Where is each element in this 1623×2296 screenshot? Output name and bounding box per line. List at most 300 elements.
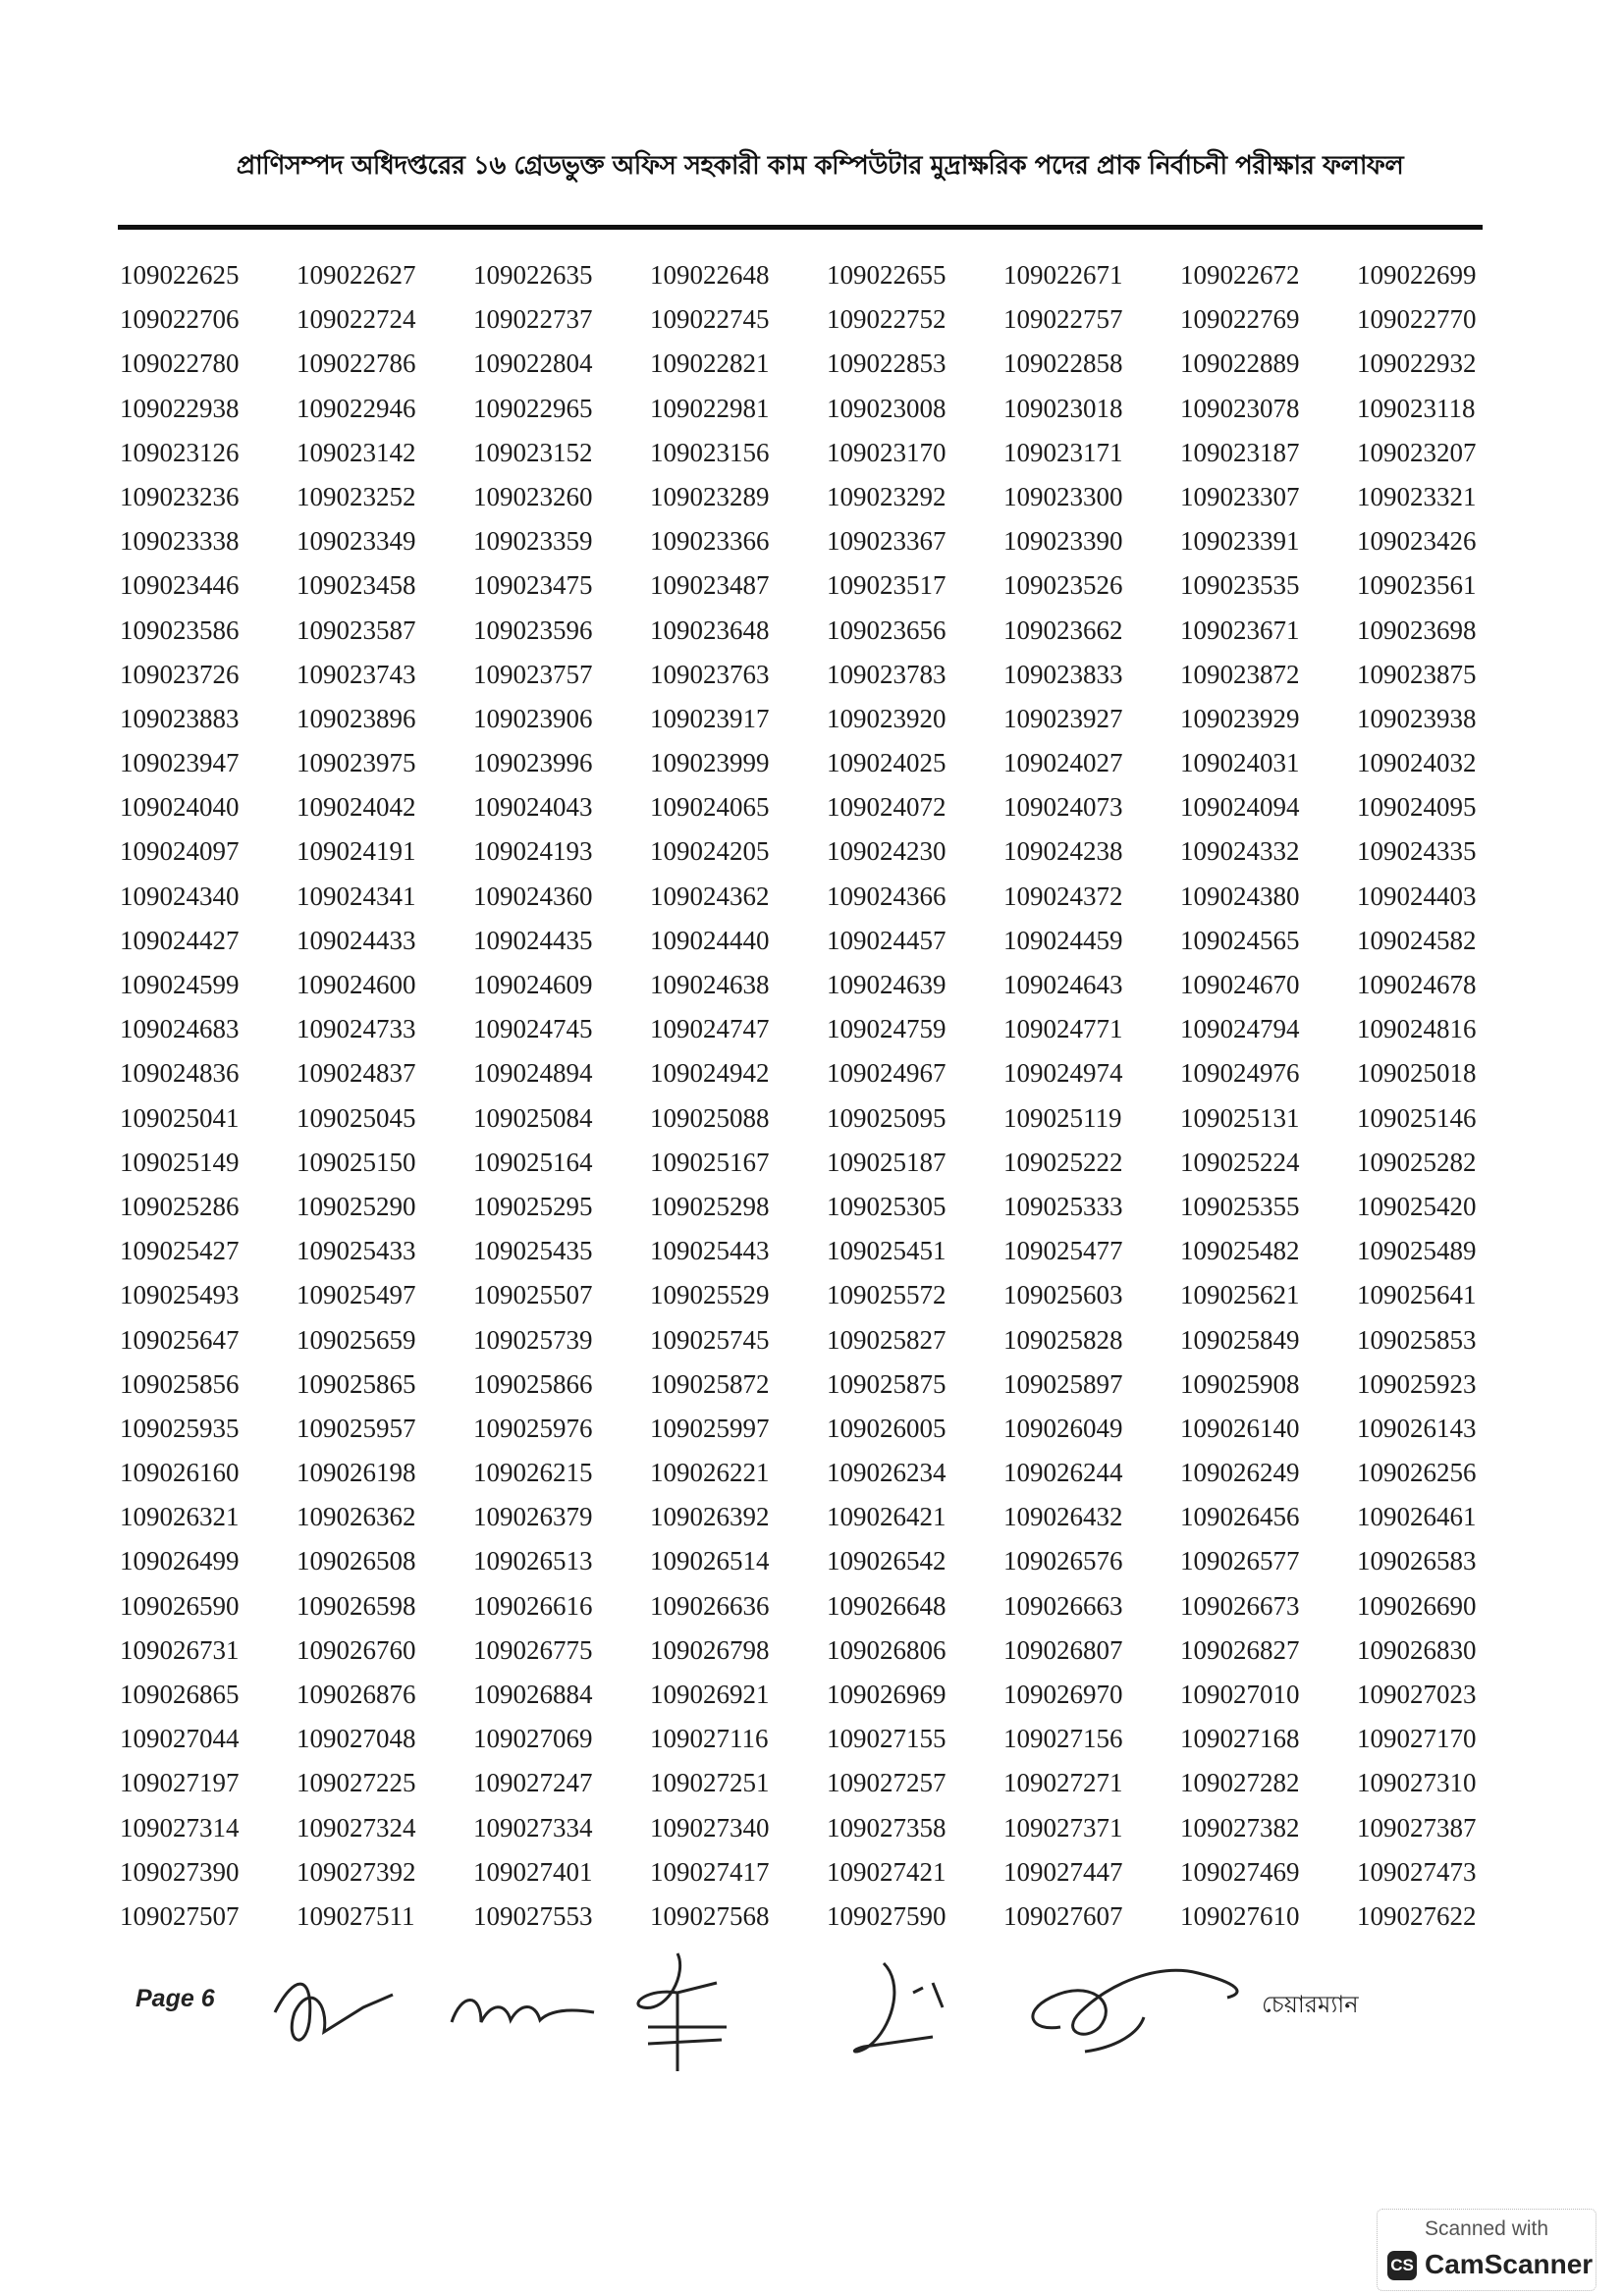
roll-number: 109024816	[1357, 1014, 1477, 1044]
roll-number: 109023535	[1180, 570, 1300, 601]
roll-number: 109022770	[1357, 304, 1477, 335]
roll-number: 109027197	[120, 1768, 240, 1798]
roll-number: 109027247	[473, 1768, 593, 1798]
roll-number: 109022858	[1003, 348, 1123, 379]
roll-number: 109022946	[297, 393, 416, 423]
roll-number: 109023927	[1003, 703, 1123, 733]
roll-number: 109024565	[1180, 925, 1300, 955]
roll-number: 109024065	[650, 792, 770, 823]
roll-number: 109024459	[1003, 925, 1123, 955]
roll-number: 109027610	[1180, 1900, 1300, 1931]
roll-number: 109023947	[120, 748, 240, 778]
roll-number: 109025849	[1180, 1324, 1300, 1355]
results-grid	[120, 253, 1494, 1939]
roll-number: 109025451	[827, 1236, 947, 1266]
roll-number: 109022672	[1180, 260, 1300, 290]
roll-number: 109024205	[650, 836, 770, 867]
roll-number: 109023757	[473, 659, 593, 689]
roll-number: 109023292	[827, 481, 947, 511]
roll-number: 109024335	[1357, 836, 1477, 867]
roll-number: 109023763	[650, 659, 770, 689]
roll-number: 109026421	[827, 1502, 947, 1532]
roll-number: 109025739	[473, 1324, 593, 1355]
roll-number: 109023156	[650, 437, 770, 467]
signature-4	[854, 1963, 943, 2052]
roll-number: 109024794	[1180, 1014, 1300, 1044]
roll-number: 109025997	[650, 1413, 770, 1443]
roll-number: 109024403	[1357, 881, 1477, 911]
roll-number: 109025018	[1357, 1058, 1477, 1089]
roll-number: 109026830	[1357, 1634, 1477, 1665]
badge-top-text: Scanned with	[1424, 2217, 1549, 2240]
roll-number: 109024072	[827, 792, 947, 823]
camscanner-logo-icon: CS	[1387, 2251, 1417, 2280]
roll-number: 109025187	[827, 1147, 947, 1177]
roll-number: 109024094	[1180, 792, 1300, 823]
roll-number: 109023975	[297, 748, 416, 778]
roll-number: 109023587	[297, 614, 416, 645]
roll-number: 109025497	[297, 1280, 416, 1310]
roll-number: 109024771	[1003, 1014, 1123, 1044]
roll-number: 109024073	[1003, 792, 1123, 823]
roll-number: 109023656	[827, 614, 947, 645]
roll-number: 109027271	[1003, 1768, 1123, 1798]
roll-number: 109027116	[650, 1724, 769, 1754]
roll-number: 109024976	[1180, 1058, 1300, 1089]
roll-number: 109022821	[650, 348, 770, 379]
roll-number: 109023458	[297, 570, 416, 601]
roll-number: 109024095	[1357, 792, 1477, 823]
roll-number: 109026140	[1180, 1413, 1300, 1443]
roll-number: 109027390	[120, 1856, 240, 1887]
roll-number: 109024341	[297, 881, 416, 911]
roll-number: 109024440	[650, 925, 770, 955]
roll-number: 109023726	[120, 659, 240, 689]
roll-number: 109026215	[473, 1458, 593, 1488]
roll-number: 109024733	[297, 1014, 416, 1044]
roll-number: 109024360	[473, 881, 593, 911]
roll-number: 109024366	[827, 881, 947, 911]
roll-number: 109027044	[120, 1724, 240, 1754]
title-divider	[118, 225, 1483, 230]
roll-number: 109026807	[1003, 1634, 1123, 1665]
roll-number: 109027310	[1357, 1768, 1477, 1798]
roll-number: 109025146	[1357, 1102, 1477, 1133]
roll-number: 109026921	[650, 1680, 770, 1709]
roll-number: 109024031	[1180, 748, 1300, 778]
roll-number: 109022981	[650, 393, 770, 423]
roll-number: 109023596	[473, 614, 593, 645]
roll-number: 109023648	[650, 614, 770, 645]
roll-number: 109023207	[1357, 437, 1477, 467]
roll-number: 109025041	[120, 1102, 240, 1133]
roll-number: 109027225	[297, 1768, 416, 1798]
roll-number: 109025149	[120, 1147, 240, 1177]
roll-number: 109026160	[120, 1458, 240, 1488]
roll-number: 109024097	[120, 836, 240, 867]
roll-number: 109027069	[473, 1724, 593, 1754]
roll-number: 109025957	[297, 1413, 416, 1443]
roll-number: 109023390	[1003, 526, 1123, 557]
page-number: Page 6	[135, 1985, 215, 2012]
roll-number: 109022627	[297, 260, 416, 290]
roll-number: 109024027	[1003, 748, 1123, 778]
roll-number: 109025897	[1003, 1368, 1123, 1399]
roll-number: 109023170	[827, 437, 947, 467]
roll-number: 109022648	[650, 260, 770, 290]
roll-number: 109027511	[297, 1900, 415, 1931]
roll-number: 109023126	[120, 437, 240, 467]
roll-number: 109024332	[1180, 836, 1300, 867]
roll-number: 109022706	[120, 304, 240, 335]
roll-number: 109024600	[297, 970, 416, 999]
roll-number: 109024942	[650, 1058, 770, 1089]
roll-number: 109026362	[297, 1502, 416, 1532]
roll-number: 109027507	[120, 1900, 240, 1931]
roll-number: 109027358	[827, 1812, 947, 1842]
roll-number: 109024043	[473, 792, 593, 823]
roll-number: 109023517	[827, 570, 947, 601]
roll-number: 109025935	[120, 1413, 240, 1443]
roll-number: 109027417	[650, 1856, 770, 1887]
roll-number: 109026598	[297, 1590, 416, 1621]
roll-number: 109025482	[1180, 1236, 1300, 1266]
roll-number: 109026590	[120, 1590, 240, 1621]
roll-number: 109025908	[1180, 1368, 1300, 1399]
roll-number: 109023349	[297, 526, 416, 557]
roll-number: 109022932	[1357, 348, 1477, 379]
roll-number: 109023300	[1003, 481, 1123, 511]
roll-number: 109023321	[1357, 481, 1477, 511]
roll-number: 109023938	[1357, 703, 1477, 733]
roll-number: 109023586	[120, 614, 240, 645]
roll-number: 109023152	[473, 437, 593, 467]
roll-number: 109023008	[827, 393, 947, 423]
roll-number: 109026806	[827, 1634, 947, 1665]
roll-number: 109026969	[827, 1680, 947, 1709]
roll-number: 109025290	[297, 1191, 416, 1221]
roll-number: 109022737	[473, 304, 593, 335]
roll-number: 109027168	[1180, 1724, 1300, 1754]
roll-number: 109026379	[473, 1502, 593, 1532]
badge-name: CamScanner	[1425, 2249, 1594, 2279]
roll-number: 109025489	[1357, 1236, 1477, 1266]
roll-number: 109023446	[120, 570, 240, 601]
roll-number: 109025828	[1003, 1324, 1123, 1355]
roll-number: 109023171	[1003, 437, 1123, 467]
roll-number: 109025088	[650, 1102, 770, 1133]
roll-number: 109023367	[827, 526, 947, 557]
roll-number: 109027553	[473, 1900, 593, 1931]
roll-number: 109022724	[297, 304, 416, 335]
roll-number: 109025167	[650, 1147, 770, 1177]
roll-number: 109026143	[1357, 1413, 1477, 1443]
roll-number: 109024609	[473, 970, 593, 999]
roll-number: 109026876	[297, 1680, 416, 1709]
roll-number: 109022889	[1180, 348, 1300, 379]
roll-number: 109027257	[827, 1768, 947, 1798]
signature-2	[452, 2001, 594, 2023]
roll-number: 109027387	[1357, 1812, 1477, 1842]
roll-number: 109025529	[650, 1280, 770, 1310]
roll-number: 109027447	[1003, 1856, 1123, 1887]
roll-number: 109026392	[650, 1502, 770, 1532]
roll-number: 109027155	[827, 1724, 947, 1754]
roll-number: 109026616	[473, 1590, 593, 1621]
roll-number: 109025603	[1003, 1280, 1123, 1310]
roll-number: 109023917	[650, 703, 770, 733]
roll-number: 109026513	[473, 1546, 593, 1576]
roll-number: 109023561	[1357, 570, 1477, 601]
roll-number: 109026432	[1003, 1502, 1123, 1532]
roll-number: 109022655	[827, 260, 947, 290]
roll-number: 109023142	[297, 437, 416, 467]
roll-number: 109023906	[473, 703, 593, 733]
roll-number: 109024340	[120, 881, 240, 911]
roll-number: 109023078	[1180, 393, 1300, 423]
roll-number: 109024836	[120, 1058, 240, 1089]
roll-number: 109026775	[473, 1634, 593, 1665]
roll-number: 109024894	[473, 1058, 593, 1089]
roll-number: 109024599	[120, 970, 240, 999]
camscanner-badge	[1377, 2209, 1596, 2291]
roll-number: 109025923	[1357, 1368, 1477, 1399]
roll-number: 109025443	[650, 1236, 770, 1266]
roll-number: 109027023	[1357, 1680, 1477, 1709]
roll-number: 109025572	[827, 1280, 947, 1310]
roll-number: 109027048	[297, 1724, 416, 1754]
roll-number: 109026576	[1003, 1546, 1123, 1576]
roll-number: 109024678	[1357, 970, 1477, 999]
roll-number: 109027251	[650, 1768, 770, 1798]
roll-number: 109023289	[650, 481, 770, 511]
roll-number: 109023743	[297, 659, 416, 689]
page-title: প্রাণিসম্পদ অধিদপ্তরের ১৬ গ্রেডভুক্ত অফিস সহকারী কাম কম্পিউটার মুদ্রাক্ষরিক পদের প্রাক নির্বাচনী পরীক্ষার ফলাফল	[236, 151, 1404, 181]
roll-number: 109025355	[1180, 1191, 1300, 1221]
roll-number: 109027607	[1003, 1900, 1123, 1931]
roll-number: 109026673	[1180, 1590, 1300, 1621]
roll-number: 109024427	[120, 925, 240, 955]
roll-number: 109024191	[297, 836, 416, 867]
roll-number: 109023999	[650, 748, 770, 778]
roll-number: 109025827	[827, 1324, 947, 1355]
roll-number: 109023920	[827, 703, 947, 733]
roll-number: 109026249	[1180, 1458, 1300, 1488]
roll-number: 109024362	[650, 881, 770, 911]
roll-number: 109023662	[1003, 614, 1123, 645]
signatures	[255, 1934, 1335, 2081]
roll-number: 109024643	[1003, 970, 1123, 999]
roll-number: 109027340	[650, 1812, 770, 1842]
roll-number: 109025433	[297, 1236, 416, 1266]
roll-number: 109025493	[120, 1280, 240, 1310]
roll-number: 109024042	[297, 792, 416, 823]
roll-number: 109026760	[297, 1634, 416, 1665]
roll-number: 109025282	[1357, 1147, 1477, 1177]
roll-number: 109024837	[297, 1058, 416, 1089]
roll-number: 109027334	[473, 1812, 593, 1842]
roll-number: 109022635	[473, 260, 593, 290]
roll-number: 109023118	[1357, 393, 1476, 423]
roll-number: 109024639	[827, 970, 947, 999]
roll-number: 109023996	[473, 748, 593, 778]
roll-number: 109026198	[297, 1458, 416, 1488]
roll-number: 109026798	[650, 1634, 770, 1665]
roll-number: 109023359	[473, 526, 593, 557]
roll-number: 109027371	[1003, 1812, 1123, 1842]
roll-number: 109022853	[827, 348, 947, 379]
roll-number: 109026663	[1003, 1590, 1123, 1621]
roll-number: 109024040	[120, 792, 240, 823]
signature-label: চেয়ারম্যান	[1262, 1991, 1359, 2018]
roll-number: 109024372	[1003, 881, 1123, 911]
roll-number: 109025150	[297, 1147, 416, 1177]
roll-number: 109022757	[1003, 304, 1123, 335]
roll-number: 109027392	[297, 1856, 416, 1887]
roll-number: 109022745	[650, 304, 770, 335]
roll-number: 109027568	[650, 1900, 770, 1931]
roll-number: 109025856	[120, 1368, 240, 1399]
roll-number: 109027401	[473, 1856, 593, 1887]
roll-number: 109023338	[120, 526, 240, 557]
roll-number: 109023252	[297, 481, 416, 511]
roll-number: 109023307	[1180, 481, 1300, 511]
roll-number: 109026244	[1003, 1458, 1123, 1488]
roll-number: 109022769	[1180, 304, 1300, 335]
roll-number: 109022625	[120, 260, 240, 290]
roll-number: 109023260	[473, 481, 593, 511]
roll-number: 109025286	[120, 1191, 240, 1221]
roll-number: 109024967	[827, 1058, 947, 1089]
roll-number: 109023896	[297, 703, 416, 733]
roll-number: 109024759	[827, 1014, 947, 1044]
roll-number: 109024380	[1180, 881, 1300, 911]
roll-number: 109026461	[1357, 1502, 1477, 1532]
roll-number: 109026583	[1357, 1546, 1477, 1576]
roll-number: 109023426	[1357, 526, 1477, 557]
roll-number: 109027314	[120, 1812, 240, 1842]
roll-number: 109026514	[650, 1546, 770, 1576]
roll-number: 109026884	[473, 1680, 593, 1709]
roll-number: 109024435	[473, 925, 593, 955]
roll-number: 109025222	[1003, 1147, 1123, 1177]
roll-number: 109027170	[1357, 1724, 1477, 1754]
roll-number: 109023487	[650, 570, 770, 601]
roll-number: 109026234	[827, 1458, 947, 1488]
signature-3	[638, 1953, 727, 2071]
roll-number: 109023391	[1180, 526, 1300, 557]
roll-number: 109025164	[473, 1147, 593, 1177]
roll-number: 109023929	[1180, 703, 1300, 733]
roll-number: 109027324	[297, 1812, 416, 1842]
roll-number: 109024238	[1003, 836, 1123, 867]
roll-number: 109025427	[120, 1236, 240, 1266]
roll-number: 109025119	[1003, 1102, 1122, 1133]
roll-number: 109025305	[827, 1191, 947, 1221]
roll-number: 109026690	[1357, 1590, 1477, 1621]
roll-number: 109024638	[650, 970, 770, 999]
roll-number: 109025976	[473, 1413, 593, 1443]
roll-number: 109025084	[473, 1102, 593, 1133]
roll-number: 109023236	[120, 481, 240, 511]
roll-number: 109025647	[120, 1324, 240, 1355]
roll-number: 109026321	[120, 1502, 240, 1532]
roll-number: 109026636	[650, 1590, 770, 1621]
roll-number: 109027156	[1003, 1724, 1123, 1754]
roll-number: 109025224	[1180, 1147, 1300, 1177]
roll-number: 109027282	[1180, 1768, 1300, 1798]
roll-number: 109027010	[1180, 1680, 1300, 1709]
roll-number: 109023366	[650, 526, 770, 557]
roll-number: 109026577	[1180, 1546, 1300, 1576]
roll-number: 109026508	[297, 1546, 416, 1576]
roll-number: 109025507	[473, 1280, 593, 1310]
roll-number: 109024745	[473, 1014, 593, 1044]
roll-number: 109027382	[1180, 1812, 1300, 1842]
roll-number: 109025420	[1357, 1191, 1477, 1221]
roll-number: 109025095	[827, 1102, 947, 1133]
roll-number: 109026221	[650, 1458, 770, 1488]
roll-number: 109023883	[120, 703, 240, 733]
roll-number: 109027622	[1357, 1900, 1477, 1931]
roll-number: 109026865	[120, 1680, 240, 1709]
signature-5	[1033, 1970, 1237, 2052]
roll-number: 109025659	[297, 1324, 416, 1355]
roll-number: 109022699	[1357, 260, 1477, 290]
roll-number: 109022965	[473, 393, 593, 423]
roll-number: 109027469	[1180, 1856, 1300, 1887]
roll-number: 109027590	[827, 1900, 947, 1931]
roll-number: 109026049	[1003, 1413, 1123, 1443]
roll-number: 109025865	[297, 1368, 416, 1399]
roll-number: 109025435	[473, 1236, 593, 1266]
roll-number: 109023475	[473, 570, 593, 601]
roll-number: 109025866	[473, 1368, 593, 1399]
roll-number: 109023833	[1003, 659, 1123, 689]
roll-number: 109027421	[827, 1856, 947, 1887]
roll-number: 109025621	[1180, 1280, 1300, 1310]
roll-number: 109024230	[827, 836, 947, 867]
roll-number: 109023875	[1357, 659, 1477, 689]
roll-number: 109026827	[1180, 1634, 1300, 1665]
roll-number: 109025875	[827, 1368, 947, 1399]
roll-number: 109026005	[827, 1413, 947, 1443]
roll-number: 109022752	[827, 304, 947, 335]
roll-number: 109025641	[1357, 1280, 1477, 1310]
roll-number: 109023018	[1003, 393, 1123, 423]
roll-number: 109023671	[1180, 614, 1300, 645]
roll-number: 109026499	[120, 1546, 240, 1576]
signature-1	[275, 1984, 393, 2040]
roll-number: 109025477	[1003, 1236, 1123, 1266]
roll-number: 109026648	[827, 1590, 947, 1621]
roll-number: 109026731	[120, 1634, 240, 1665]
roll-number: 109025295	[473, 1191, 593, 1221]
roll-number: 109025872	[650, 1368, 770, 1399]
roll-number: 109024193	[473, 836, 593, 867]
roll-number: 109024670	[1180, 970, 1300, 999]
roll-number: 109022780	[120, 348, 240, 379]
roll-number: 109024032	[1357, 748, 1477, 778]
roll-number: 109025131	[1180, 1102, 1300, 1133]
roll-number: 109024582	[1357, 925, 1477, 955]
roll-number: 109025298	[650, 1191, 770, 1221]
roll-number: 109024457	[827, 925, 947, 955]
roll-number: 109025745	[650, 1324, 770, 1355]
roll-number: 109023872	[1180, 659, 1300, 689]
roll-number: 109022938	[120, 393, 240, 423]
roll-number: 109026542	[827, 1546, 947, 1576]
